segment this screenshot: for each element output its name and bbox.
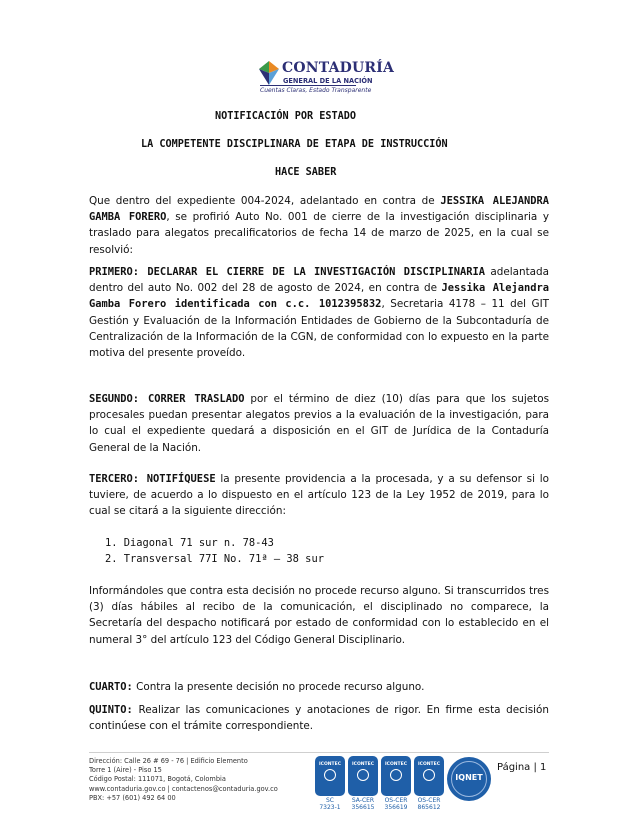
logo-title: CONTADURÍA (282, 60, 395, 76)
cert-number: 865612 (417, 804, 441, 811)
primero-name: Jessika Alejandra Gamba Forero identificada con c.c. 1012395832 (89, 282, 549, 311)
iqnet-logo (447, 757, 491, 801)
paragraph-cuarto (89, 679, 549, 695)
segundo-text: por el término de diez (10) días para que los sujetos procesales puedan presentar alegatos previos a la evaluación de la investigación, para lo cual el expediente quedará a disposición en el GIT de Jurídica de la Contaduría General de la Nación. (89, 393, 549, 454)
footer-line: PBX: +57 (601) 492 64 00 (89, 793, 176, 802)
iqnet-label: IQNET (455, 773, 483, 782)
heading-notification: NOTIFICACIÓN POR ESTADO (215, 111, 357, 122)
footer-line: www.contaduria.gov.co | contactenos@contaduria.gov.co (89, 784, 278, 793)
segundo-lead: SEGUNDO: CORRER TRASLADO (89, 393, 245, 405)
page-number: Página | 1 (497, 762, 547, 773)
footer-line: Código Postal: 111071, Bogotá, Colombia (89, 775, 226, 784)
footer-divider (89, 752, 549, 753)
cert-brand: ICONTEC (384, 762, 407, 767)
paragraph-intro (89, 193, 549, 258)
paragraph-segundo (89, 391, 549, 456)
address-item: 2. Transversal 77I No. 71ª – 38 sur (105, 553, 324, 565)
certification-badge (381, 756, 411, 814)
cert-seal-icon (324, 769, 336, 781)
certification-badge (348, 756, 378, 814)
cert-seal-icon (390, 769, 402, 781)
primero-lead: PRIMERO: DECLARAR EL CIERRE DE LA INVESTIGACIÓN DISCIPLINARIA (89, 266, 486, 278)
intro-name: JESSIKA ALEJANDRA GAMBA FORERO (89, 195, 549, 224)
primero-text-b: , Secretaria 4178 – 11 del GIT Gestión y Evaluación de la Información Entidades de Gobierno de la Subcontaduría de Centralización de la Información de la CGN, de conformidad con lo expuesto en la parte motiva del presente proveído. (89, 298, 549, 360)
cert-code: OS-CER (417, 797, 441, 804)
cert-brand: ICONTEC (417, 762, 440, 767)
certification-badge (315, 756, 345, 814)
heading-authority: LA COMPETENTE DISCIPLINARA DE ETAPA DE INSTRUCCIÓN (141, 139, 448, 150)
paragraph-informandoles: Informándoles que contra esta decisión no procede recurso alguno. Si transcurridos tres (3) días hábiles al recibo de la comunicación, el disciplinado no comparece, la Secretaría del despacho notificará por estado de conformidad con lo establecido en el numeral 3° del artículo 123 del Código General Disciplinario. (89, 585, 549, 646)
cert-code: SC (326, 797, 334, 804)
footer-line: Dirección: Calle 26 # 69 - 76 | Edificio Elemento (89, 757, 248, 765)
logo-divider (260, 85, 356, 86)
cuarto-text: Contra la presente decisión no procede recurso alguno. (132, 681, 425, 693)
paragraph-tercero (89, 471, 549, 520)
cuarto-lead: CUARTO: (89, 681, 133, 693)
cgn-logo (258, 58, 395, 98)
intro-text-a: Que dentro del expediente 004-2024, adelantado en contra de (89, 195, 441, 207)
certification-badge (414, 756, 444, 814)
cert-code: SA-CER (351, 797, 375, 804)
cert-code: OS-CER (384, 797, 408, 804)
quinto-text: Realizar las comunicaciones y anotaciones de rigor. En firme esta decisión continúese con el trámite correspondiente. (89, 704, 549, 733)
cert-seal-icon (357, 769, 369, 781)
cert-brand: ICONTEC (351, 762, 374, 767)
address-item: 1. Diagonal 71 sur n. 78-43 (105, 537, 274, 549)
paragraph-primero (89, 264, 549, 361)
cgn-emblem-icon (258, 60, 280, 86)
footer-line: Torre 1 (Aire) - Piso 15 (89, 766, 162, 775)
cert-number: 356615 (351, 804, 375, 811)
primero-text-a: adelantada dentro del auto No. 002 del 28 de agosto de 2024, en contra de (89, 266, 549, 295)
intro-text-b: , se profirió Auto No. 001 de cierre de la investigación disciplinaria y traslado para alegatos precalificatorios de fecha 14 de marzo de 2025, en la cual se resolvió: (89, 211, 549, 256)
tercero-lead: TERCERO: NOTIFÍQUESE (89, 473, 216, 485)
logo-tagline: Cuentas Claras, Estado Transparente (260, 87, 372, 94)
address-list (105, 535, 324, 567)
cert-seal-icon (423, 769, 435, 781)
paragraph-quinto (89, 702, 549, 734)
cert-number: 356619 (384, 804, 408, 811)
cert-number: 7323-1 (319, 804, 341, 811)
cert-brand: ICONTEC (318, 762, 341, 767)
footer-address (89, 757, 278, 803)
heading-hace-saber: HACE SABER (275, 167, 337, 178)
logo-subtitle: GENERAL DE LA NACIÓN (283, 77, 373, 85)
quinto-lead: QUINTO: (89, 704, 133, 716)
tercero-text: la presente providencia a la procesada, y a su defensor si lo tuviere, de acuerdo a lo dispuesto en el artículo 123 de la Ley 1952 de 2019, para lo cual se citará a la siguiente dirección: (89, 473, 549, 518)
